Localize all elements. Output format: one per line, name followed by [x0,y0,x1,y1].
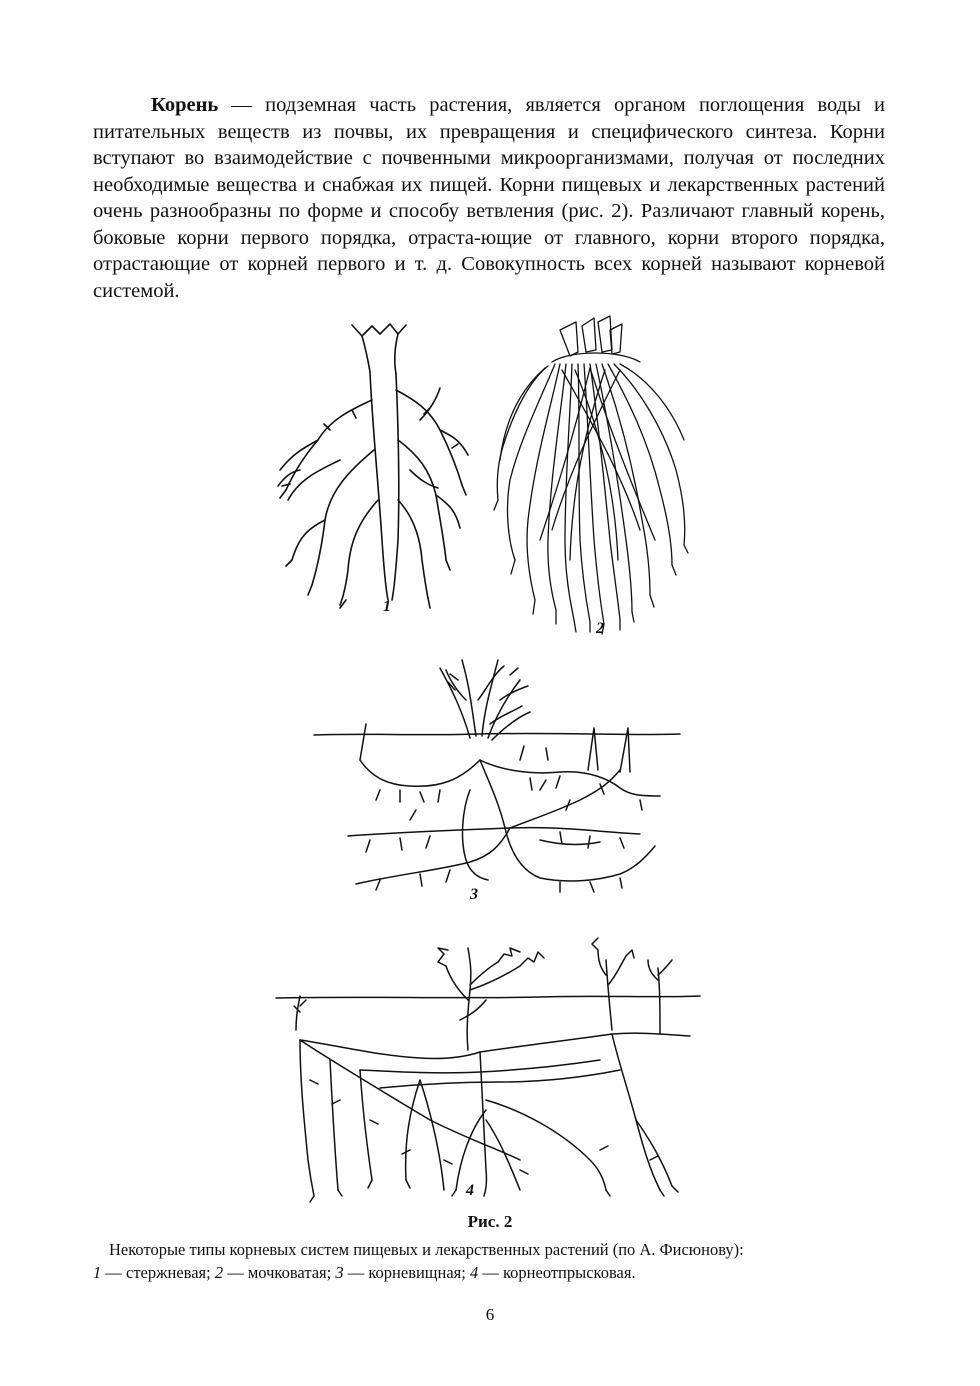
body-paragraph [93,92,885,304]
caption-item-text-1: — стержневая; [101,1263,215,1282]
paragraph-text: — подземная часть растения, является органом поглощения воды и питательных веществ из почвы, их превращения и специфического синтеза. Корни вступают во взаимодействие с почвенными микроорганизмами, получая от последних необходимые вещества и снабжая их пищей. Корни пищевых и лекарственных растений очень разнообразны по форме и способу ветвления (рис. 2). Различают главный корень, боковые корни первого порядка, отраста-ющие от главного, корни второго порядка, отрастающие от корней первого и т. д. Совокупность всех корней называют корневой системой. [93,94,885,302]
root-sucker-drawing [276,938,700,1202]
figure-caption-title: Рис. 2 [467,1212,513,1231]
figure-label-3: 3 [470,886,478,903]
term-koren: Корень [151,94,219,116]
figure-label-2: 2 [596,620,604,637]
caption-item-text-2: — мочковатая; [223,1263,336,1282]
caption-item-num-2: 2 [214,1263,224,1282]
rhizome-drawing [314,660,680,892]
caption-intro: Некоторые типы корневых систем пищевых и лекарственных растений (по А. Фисюнову): [109,1240,744,1259]
caption-item-num-1: 1 [93,1263,102,1282]
taproot-drawing [278,324,468,608]
caption-item-text-3: — корневищная; [343,1263,470,1282]
caption-item-text-4: — корнеотпрысковая. [478,1263,636,1282]
fibrous-drawing [494,316,688,634]
figure-label-4: 4 [466,1182,474,1199]
caption-item-num-3: 3 [335,1263,344,1282]
figure-caption [93,1238,885,1284]
figure-label-1: 1 [383,598,391,615]
caption-item-num-4: 4 [469,1263,479,1282]
page-number: 6 [485,1305,495,1324]
